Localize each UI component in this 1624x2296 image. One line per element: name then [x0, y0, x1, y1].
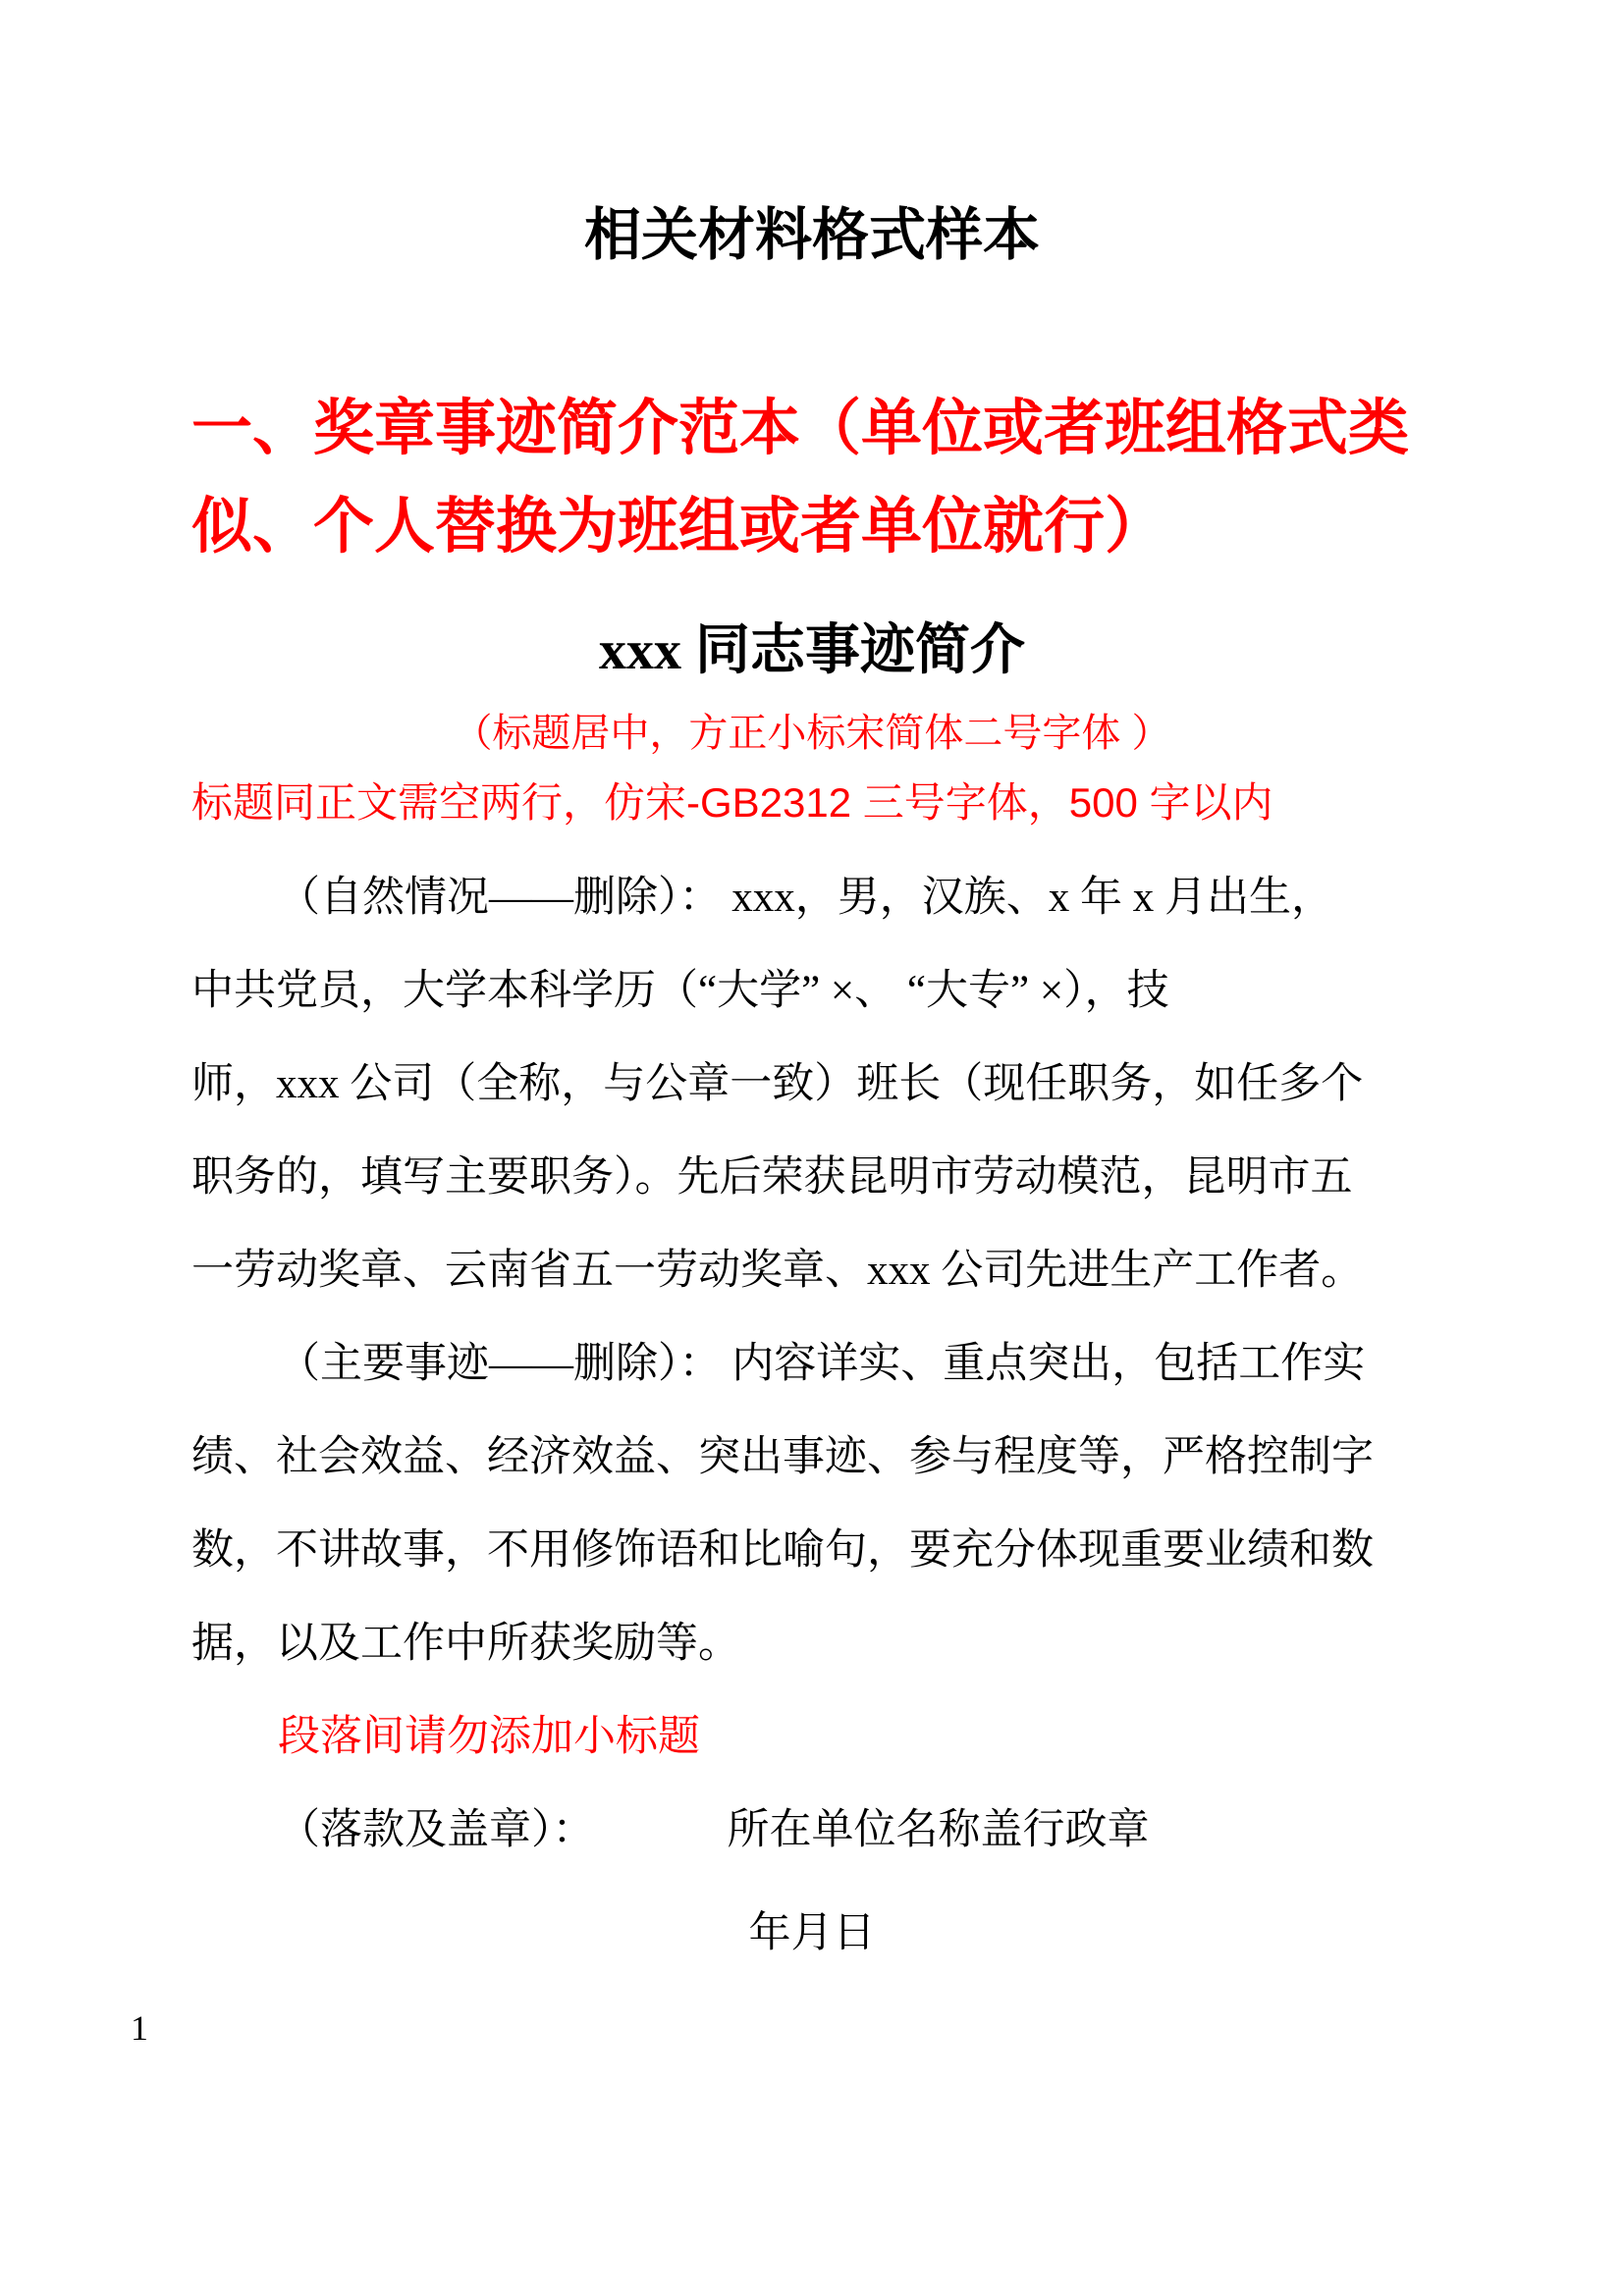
document-title: 相关材料格式样本: [583, 203, 1040, 267]
signature-value: 所在单位名称盖行政章: [727, 1807, 1150, 1854]
title-format-note: （标题居中，方正小标宋简体二号字体 ）: [453, 712, 1171, 756]
page-number: 1: [131, 2008, 148, 2048]
body-line: 一劳动奖章、云南省五一劳动奖章、xxx 公司先进生产工作者。: [191, 1248, 1364, 1295]
signature-label: （落款及盖章）：: [278, 1807, 595, 1854]
signature-line: [278, 1784, 1433, 1877]
body-line: 师，xxx 公司（全称，与公章一致）班长（现任职务，如任多个: [191, 1061, 1364, 1108]
body-line: 绩、社会效益、经济效益、突出事迹、参与程度等，严格控制字: [191, 1434, 1374, 1481]
paragraph-main-deeds: [191, 1317, 1433, 1690]
section-heading-line-2: 似、个人替换为班组或者单位就行）: [191, 493, 1166, 561]
body-line: 职务的，填写主要职务）。先后荣获昆明市劳动模范，昆明市五: [191, 1154, 1353, 1201]
body-line: 中共党员，大学本科学历（“大学” ×、 “大专” ×），技: [191, 968, 1169, 1015]
sample-title: xxx 同志事迹简介: [599, 620, 1025, 682]
section-heading-line-1: 一、奖章事迹简介范本（单位或者班组格式类: [191, 395, 1410, 463]
body-format-note: 标题同正文需空两行，仿宋-GB2312 三号字体，500 字以内: [191, 779, 1273, 827]
body-line: （自然情况——删除）： xxx，男，汉族、x 年 x 月出生，: [278, 875, 1333, 922]
paragraph-basic-info: [191, 851, 1433, 1317]
body-line: （主要事迹——删除）： 内容详实、重点突出，包括工作实: [278, 1341, 1366, 1388]
body-line: 据，以及工作中所获奖励等。: [191, 1621, 740, 1668]
body-line: 数，不讲故事，不用修饰语和比喻句，要充分体现重要业绩和数: [191, 1527, 1374, 1575]
date-line: 年月日: [748, 1910, 876, 1957]
no-subtitle-note: 段落间请勿添加小标题: [278, 1713, 700, 1761]
page-content: [0, 198, 1624, 1963]
section-heading: [191, 380, 1433, 576]
